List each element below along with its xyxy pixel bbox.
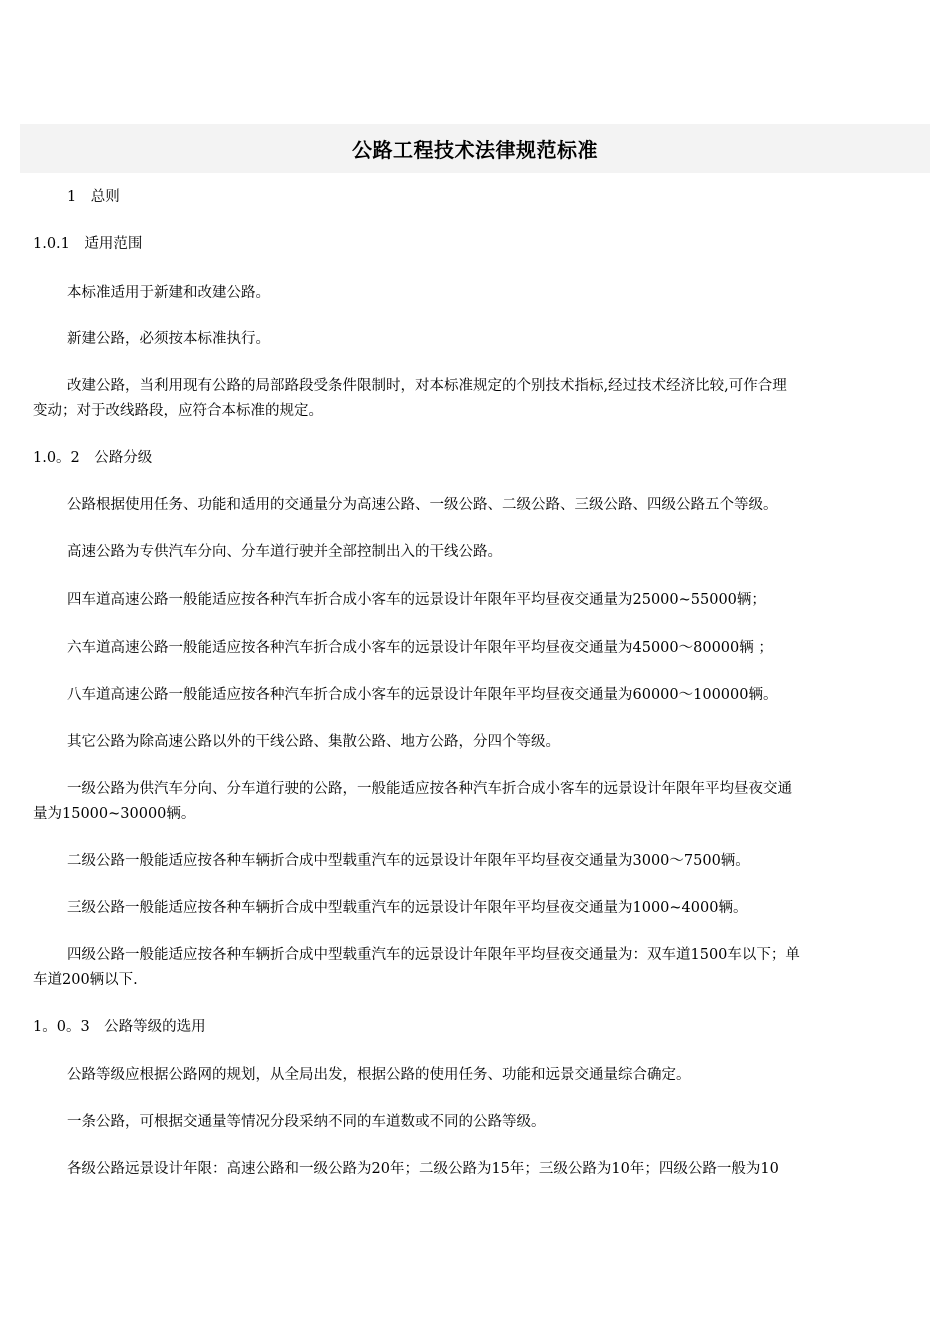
paragraph: 高速公路为专供汽车分向、分车道行驶并全部控制出入的干线公路。 [67, 544, 502, 560]
paragraph: 八车道高速公路一般能适应按各种汽车折合成小客车的远景设计年限年平均昼夜交通量为60000～100000辆。 [67, 687, 778, 703]
section-heading-scope: 1.0.1 适用范围 [33, 236, 143, 252]
section-heading-grade-selection: 1。0。3 公路等级的选用 [33, 1019, 206, 1035]
paragraph: 量为15000~30000辆。 [33, 806, 196, 822]
paragraph: 二级公路一般能适应按各种车辆折合成中型载重汽车的远景设计年限年平均昼夜交通量为3000～7500辆。 [67, 853, 750, 869]
paragraph: 各级公路远景设计年限：高速公路和一级公路为20年；二级公路为15年；三级公路为10年；四级公路一般为10 [67, 1161, 779, 1177]
section-heading-classification: 1.0。2 公路分级 [33, 450, 153, 466]
title-bar [20, 124, 930, 173]
paragraph: 改建公路，当利用现有公路的局部路段受条件限制时，对本标准规定的个别技术指标,经过技术经济比较,可作合理 [67, 378, 787, 394]
paragraph: 变动；对于改线路段，应符合本标准的规定。 [33, 403, 323, 419]
paragraph: 四车道高速公路一般能适应按各种汽车折合成小客车的远景设计年限年平均昼夜交通量为25000~55000辆； [67, 592, 766, 608]
section-heading-general: 1 总则 [67, 189, 120, 205]
paragraph: 公路等级应根据公路网的规划，从全局出发，根据公路的使用任务、功能和远景交通量综合确定。 [67, 1067, 691, 1083]
paragraph: 车道200辆以下. [33, 972, 138, 988]
paragraph: 其它公路为除高速公路以外的干线公路、集散公路、地方公路，分四个等级。 [67, 734, 560, 750]
paragraph: 新建公路，必须按本标准执行。 [67, 331, 270, 347]
paragraph: 本标准适用于新建和改建公路。 [67, 285, 270, 301]
document-title: 公路工程技术法律规范标准 [352, 138, 598, 162]
paragraph: 三级公路一般能适应按各种车辆折合成中型载重汽车的远景设计年限年平均昼夜交通量为1000~4000辆。 [67, 900, 748, 916]
paragraph: 公路根据使用任务、功能和适用的交通量分为高速公路、一级公路、二级公路、三级公路、四级公路五个等级。 [67, 497, 778, 513]
paragraph: 一条公路，可根据交通量等情况分段采纳不同的车道数或不同的公路等级。 [67, 1114, 546, 1130]
paragraph: 一级公路为供汽车分向、分车道行驶的公路，一般能适应按各种汽车折合成小客车的远景设计年限年平均昼夜交通 [67, 781, 792, 797]
paragraph: 六车道高速公路一般能适应按各种汽车折合成小客车的远景设计年限年平均昼夜交通量为45000～80000辆 ； [67, 640, 773, 656]
paragraph: 四级公路一般能适应按各种车辆折合成中型载重汽车的远景设计年限年平均昼夜交通量为：双车道1500车以下；单 [67, 947, 800, 963]
